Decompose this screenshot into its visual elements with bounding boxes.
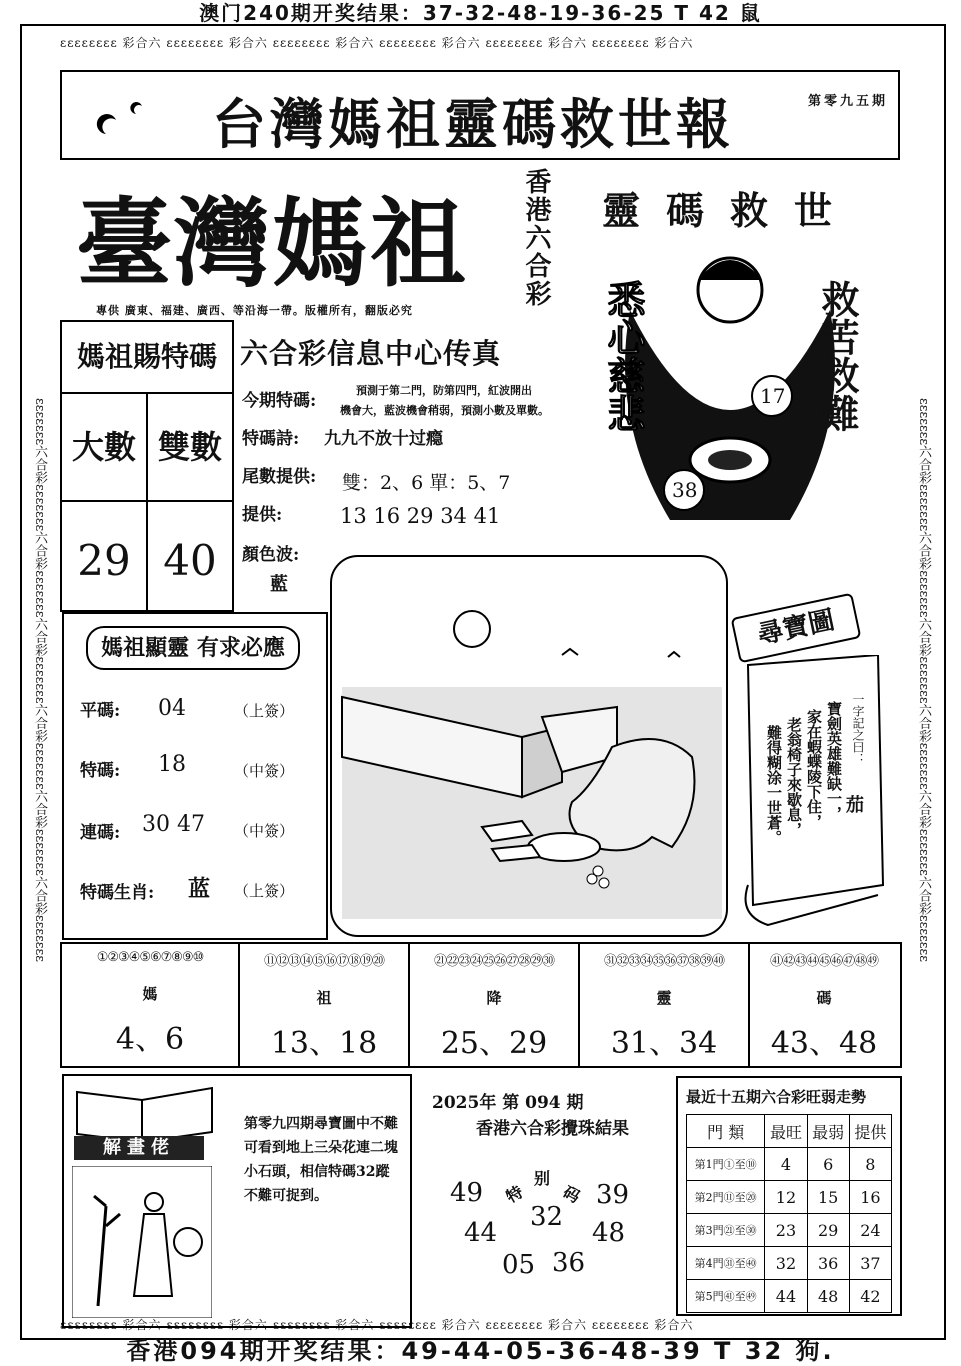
top-result-banner: 澳门240期开奖结果：37-32-48-19-36-25 T 42 鼠 — [199, 1, 762, 25]
group-5-numbers: 43、48 — [770, 1026, 878, 1061]
results-subtitle: 香港六合彩攪珠結果 — [476, 1119, 629, 1139]
verse-row-3-note: （中簽） — [234, 822, 295, 840]
trend-cell: 6 — [807, 1148, 849, 1181]
book-icon — [72, 1082, 222, 1144]
group-2-char: 祖 — [316, 989, 332, 1007]
verse-row-1-label: 平碼: — [80, 701, 121, 721]
result-number-6: 39 — [596, 1180, 630, 1210]
trend-cell: 48 — [807, 1280, 849, 1313]
publisher-line: 專供 廣東、福建、廣西、等沿海一帶。版權所有，翻版必究 — [96, 304, 413, 317]
explain-box — [62, 1074, 412, 1328]
explain-text: 第零九四期尋寶圖中不難可看到地上三朵花連二塊小石頭，相信特碼32蹤不難可捉到。 — [244, 1116, 398, 1204]
group-2-balls: ⑪⑫⑬⑭⑮⑯⑰⑱⑲⑳ — [263, 954, 384, 969]
trend-cell: 16 — [849, 1181, 891, 1214]
trend-header-provide: 提供 — [849, 1115, 891, 1148]
even-number-label: 雙數 — [157, 428, 222, 466]
poem-label: 特碼詩: — [242, 429, 300, 449]
verse-row-2-note: （中簽） — [234, 762, 295, 780]
trend-cell: 第5門㊶至㊾ — [687, 1280, 765, 1313]
result-number-5: 48 — [592, 1218, 626, 1248]
group-4-numbers: 31、34 — [610, 1026, 718, 1061]
number-group-4 — [580, 944, 750, 1066]
newspaper-title: 台灣媽祖靈碼救世報 — [212, 93, 734, 156]
number-group-5 — [750, 944, 898, 1066]
trend-cell: 4 — [765, 1148, 807, 1181]
verse-row-1-note: （上簽） — [234, 702, 295, 720]
right-border-pattern: ɛɛɛɛɛɛɛ六合彩ɛɛɛɛɛɛɛ六合彩ɛɛɛɛɛɛɛ六合彩ɛɛɛɛɛɛɛ六合彩ɛɛɛɛɛɛɛ六合彩ɛɛɛɛɛɛɛ六合彩ɛɛɛɛɛɛɛ — [916, 397, 931, 962]
treasure-picture — [330, 555, 728, 937]
special-box — [60, 320, 234, 612]
poem-text: 九九不放十过瘾 — [324, 429, 443, 449]
moon-icon — [92, 92, 152, 142]
trend-cell: 24 — [849, 1214, 891, 1247]
trend-cell: 36 — [807, 1247, 849, 1280]
deity-number-b: 38 — [672, 478, 698, 502]
group-1-numbers: 4、6 — [115, 1022, 185, 1057]
special-number: 32 — [530, 1202, 564, 1232]
table-row — [687, 1247, 892, 1280]
lucky-verse-box — [62, 612, 328, 940]
even-number-value: 40 — [163, 536, 217, 585]
treasure-line-1: 一字記之曰： — [851, 693, 865, 765]
trend-title: 最近十五期六合彩旺弱走勢 — [686, 1088, 867, 1106]
bottom-result-banner: 香港094期开奖结果：49-44-05-36-48-39 T 32 狗. — [126, 1337, 835, 1365]
result-number-4: 36 — [552, 1248, 586, 1278]
result-number-2: 44 — [464, 1218, 498, 1248]
verse-row-2-value: 18 — [158, 752, 186, 777]
deity-right-text: 救苦救難 — [815, 280, 860, 432]
deity-number-a: 17 — [760, 384, 786, 408]
bottom-border-pattern: ɛɛɛɛɛɛɛɛ 彩合六 ɛɛɛɛɛɛɛɛ 彩合六 ɛɛɛɛɛɛɛɛ 彩合六 ɛɛɛɛɛɛɛɛ 彩合六 ɛɛɛɛɛɛɛɛ 彩合六 ɛɛɛɛɛɛɛɛ 彩合六 — [60, 1318, 694, 1332]
info-box-title: 六合彩信息中心传真 — [240, 337, 502, 370]
table-row — [687, 1181, 892, 1214]
table-row — [687, 1148, 892, 1181]
treasure-answer: 茄 — [846, 795, 864, 816]
explain-title: 解畫佬 — [74, 1136, 204, 1160]
number-group-row — [60, 942, 902, 1068]
deity-arc-text: 靈碼救世 — [601, 188, 858, 233]
group-4-balls: ㉛㉜㉝㉞㉟㊱㊲㊳㊴㊵ — [603, 954, 724, 969]
color-label: 顏色波: — [242, 545, 300, 565]
special-box-title: 媽祖賜特碼 — [62, 322, 232, 394]
number-group-1 — [62, 944, 240, 1066]
side-vertical-text: 香港六合彩 — [521, 168, 551, 308]
deity-panel — [580, 160, 880, 540]
verse-row-4-value: 蓝 — [188, 876, 211, 902]
trend-table — [686, 1114, 892, 1313]
treasure-line-2: 寶劍英雄難缺一， — [825, 701, 843, 821]
current-label: 今期特碼: — [242, 391, 317, 411]
verse-row-4-note: （上簽） — [234, 882, 295, 900]
tail-label: 尾數提供: — [242, 467, 317, 487]
treasure-box — [728, 555, 898, 933]
results-year-line: 2025年 第 094 期 — [432, 1093, 584, 1113]
verse-row-3-value: 30 47 — [142, 812, 205, 837]
verse-title: 媽祖顯靈 有求必應 — [86, 626, 300, 670]
current-text-1: 預測于第二門，防第四門，紅波開出 — [356, 384, 532, 397]
group-3-char: 降 — [486, 989, 502, 1007]
table-row — [687, 1214, 892, 1247]
trend-cell: 8 — [849, 1148, 891, 1181]
issue-number: 第零九五期 — [807, 94, 888, 109]
result-number-3: 05 — [502, 1250, 536, 1280]
dog-scene-illustration — [332, 557, 722, 931]
tail-text: 雙：2、6 單：5、7 — [342, 472, 511, 494]
trend-header-category: 門 類 — [687, 1115, 765, 1148]
special-word-3: 码 — [559, 1182, 584, 1207]
trend-cell: 第1門①至⑩ — [687, 1148, 765, 1181]
table-row — [687, 1280, 892, 1313]
trend-cell: 44 — [765, 1280, 807, 1313]
big-number-value: 29 — [77, 536, 131, 585]
group-4-char: 靈 — [656, 989, 672, 1007]
trend-cell: 第2門⑪至⑳ — [687, 1181, 765, 1214]
big-name: 臺灣媽祖 — [76, 188, 468, 300]
special-divider-h — [62, 500, 232, 502]
provide-text: 13 16 29 34 41 — [340, 504, 501, 528]
current-text-2: 機會大，藍波機會稍弱，預測小數及單數。 — [340, 404, 549, 417]
scholar-illustration — [72, 1166, 212, 1318]
result-number-1: 49 — [450, 1178, 484, 1208]
number-group-3 — [410, 944, 580, 1066]
trend-box — [676, 1076, 902, 1316]
deity-left-text: 悉心慈悲 — [601, 280, 646, 432]
group-2-numbers: 13、18 — [270, 1026, 378, 1061]
verse-row-1-value: 04 — [158, 696, 186, 721]
trend-header-hot: 最旺 — [765, 1115, 807, 1148]
trend-header-row — [687, 1115, 892, 1148]
title-box — [60, 70, 900, 160]
group-1-balls: ①②③④⑤⑥⑦⑧⑨⑩ — [96, 950, 204, 965]
trend-cell: 37 — [849, 1247, 891, 1280]
top-border-pattern: ɛɛɛɛɛɛɛɛ 彩合六 ɛɛɛɛɛɛɛɛ 彩合六 ɛɛɛɛɛɛɛɛ 彩合六 ɛɛɛɛɛɛɛɛ 彩合六 ɛɛɛɛɛɛɛɛ 彩合六 ɛɛɛɛɛɛɛɛ 彩合六 — [60, 36, 694, 50]
color-value: 藍 — [270, 574, 288, 595]
trend-header-cold: 最弱 — [807, 1115, 849, 1148]
treasure-line-4: 老翁椅子來歇息， — [785, 717, 803, 837]
trend-cell: 29 — [807, 1214, 849, 1247]
trend-cell: 第3門㉑至㉚ — [687, 1214, 765, 1247]
treasure-line-3: 家在蝦蝶陵下住， — [805, 709, 823, 829]
treasure-line-5: 難得糊涂一世蒼。 — [765, 725, 783, 845]
trend-cell: 42 — [849, 1280, 891, 1313]
number-group-2 — [240, 944, 410, 1066]
trend-cell: 23 — [765, 1214, 807, 1247]
verse-row-2-label: 特碼: — [80, 761, 121, 781]
trend-cell: 12 — [765, 1181, 807, 1214]
verse-row-3-label: 連碼: — [80, 823, 121, 843]
big-number-label: 大數 — [71, 428, 136, 466]
group-1-char: 媽 — [142, 985, 158, 1003]
left-border-pattern: ɛɛɛɛɛɛɛ六合彩ɛɛɛɛɛɛɛ六合彩ɛɛɛɛɛɛɛ六合彩ɛɛɛɛɛɛɛ六合彩ɛɛɛɛɛɛɛ六合彩ɛɛɛɛɛɛɛ六合彩ɛɛɛɛɛɛɛ — [32, 397, 47, 962]
special-word-1: 特 — [502, 1182, 527, 1207]
draw-results — [420, 1074, 660, 1324]
group-5-balls: ㊶㊷㊸㊹㊺㊻㊼㊽㊾ — [769, 954, 878, 969]
trend-cell: 32 — [765, 1247, 807, 1280]
provide-label: 提供: — [242, 505, 283, 525]
trend-cell: 第4門㉛至㊵ — [687, 1247, 765, 1280]
verse-row-4-label: 特碼生肖: — [80, 883, 155, 903]
group-5-char: 碼 — [816, 989, 832, 1007]
treasure-title: 尋寶圖 — [731, 593, 862, 664]
group-3-numbers: 25、29 — [440, 1026, 548, 1061]
special-word-2: 别 — [534, 1169, 551, 1188]
trend-cell: 15 — [807, 1181, 849, 1214]
group-3-balls: ㉑㉒㉓㉔㉕㉖㉗㉘㉙㉚ — [433, 954, 554, 969]
